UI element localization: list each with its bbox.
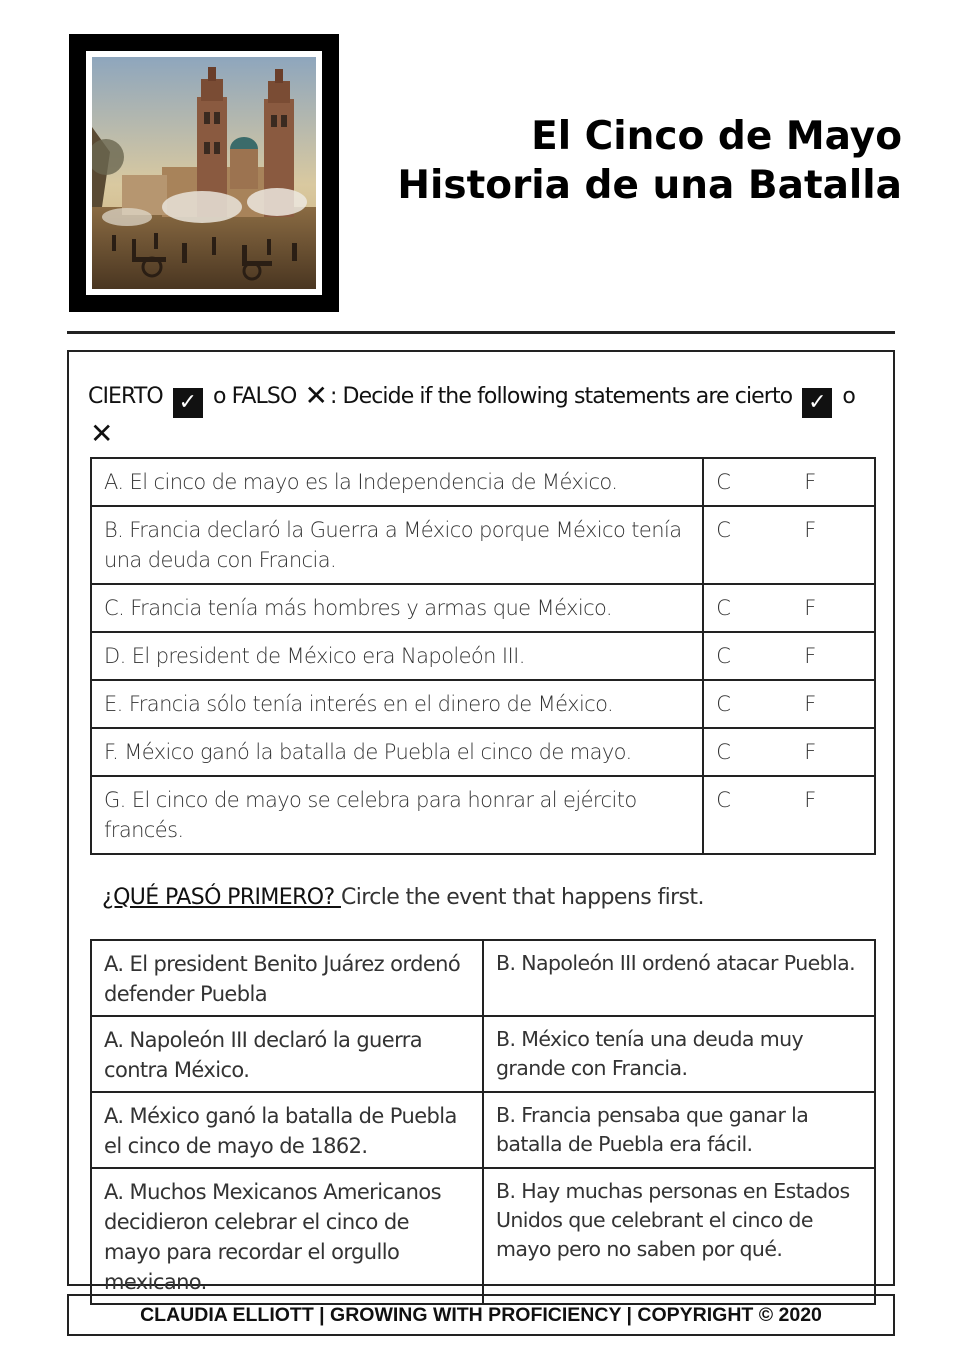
checkmark-icon: ✓ <box>173 388 203 418</box>
header-image-mat <box>86 51 322 295</box>
statement-cell: G. El cinco de mayo se celebra para honrar al ejército francés. <box>91 776 703 854</box>
cierto-option[interactable]: C <box>716 692 731 716</box>
answer-cell <box>703 632 875 680</box>
statement-cell: F. México ganó la batalla de Puebla el cinco de mayo. <box>91 728 703 776</box>
cross-icon: ✕ <box>90 417 114 450</box>
battle-painting-icon <box>92 57 316 289</box>
falso-option[interactable]: F <box>804 740 816 764</box>
event-a-option[interactable]: A. Napoleón III declaró la guerra contra México. <box>91 1016 483 1092</box>
table-row <box>91 584 875 632</box>
falso-option[interactable]: F <box>804 470 816 494</box>
table-row <box>91 1016 875 1092</box>
table-row <box>91 680 875 728</box>
falso-option[interactable]: F <box>804 596 816 620</box>
table-row <box>91 776 875 854</box>
header-divider <box>67 331 895 334</box>
cierto-option[interactable]: C <box>716 644 731 668</box>
table-row <box>91 728 875 776</box>
falso-option[interactable]: F <box>804 644 816 668</box>
cierto-option[interactable]: C <box>716 596 731 620</box>
statement-cell: B. Francia declaró la Guerra a México porque México tenía una deuda con Francia. <box>91 506 703 584</box>
event-a-option[interactable]: A. Muchos Mexicanos Americanos decidieron celebrar el cinco de mayo para recordar el orgullo mexicano. <box>91 1168 483 1304</box>
checkmark-icon: ✓ <box>802 388 832 418</box>
page-title <box>397 112 902 210</box>
cierto-option[interactable]: C <box>716 470 731 494</box>
header-image-frame <box>69 34 339 312</box>
instructions-text: : Decide if the following statements are cierto <box>329 384 793 409</box>
true-false-table <box>90 457 876 855</box>
table-row <box>91 458 875 506</box>
cross-icon: ✕ <box>304 379 328 412</box>
event-b-option[interactable]: B. Napoleón III ordenó atacar Puebla. <box>483 940 875 1016</box>
statement-cell: C. Francia tenía más hombres y armas que México. <box>91 584 703 632</box>
statement-cell: A. El cinco de mayo es la Independencia de México. <box>91 458 703 506</box>
event-b-option[interactable]: B. Hay muchas personas en Estados Unidos que celebrant el cinco de mayo pero no saben por qué. <box>483 1168 875 1304</box>
answer-cell <box>703 506 875 584</box>
answer-cell <box>703 776 875 854</box>
table-row <box>91 506 875 584</box>
cierto-option[interactable]: C <box>716 740 731 764</box>
falso-option[interactable]: F <box>804 518 816 542</box>
instructions-suffix: o <box>842 384 855 409</box>
title-line-2: Historia de una Batalla <box>397 163 902 208</box>
cierto-label: CIERTO <box>88 384 163 409</box>
falso-option[interactable]: F <box>804 788 816 812</box>
table-row <box>91 632 875 680</box>
event-a-option[interactable]: A. México ganó la batalla de Puebla el cinco de mayo de 1862. <box>91 1092 483 1168</box>
falso-label: o FALSO <box>212 384 297 409</box>
answer-cell <box>703 728 875 776</box>
falso-option[interactable]: F <box>804 692 816 716</box>
answer-cell <box>703 458 875 506</box>
order-instruction: Circle the event that happens first. <box>340 885 704 910</box>
table-row <box>91 1168 875 1304</box>
true-false-instructions <box>88 380 888 451</box>
event-b-option[interactable]: B. Francia pensaba que ganar la batalla de Puebla era fácil. <box>483 1092 875 1168</box>
copyright-footer: CLAUDIA ELLIOTT | GROWING WITH PROFICIENCY | COPYRIGHT © 2020 <box>67 1294 895 1336</box>
order-table <box>90 939 876 1305</box>
event-a-option[interactable]: A. El president Benito Juárez ordenó defender Puebla <box>91 940 483 1016</box>
table-row <box>91 940 875 1016</box>
cierto-option[interactable]: C <box>716 788 731 812</box>
answer-cell <box>703 584 875 632</box>
order-title: ¿QUÉ PASÓ PRIMERO? <box>102 885 341 910</box>
order-section-heading <box>102 882 704 914</box>
table-row <box>91 1092 875 1168</box>
cierto-option[interactable]: C <box>716 518 731 542</box>
title-line-1: El Cinco de Mayo <box>531 114 902 159</box>
statement-cell: D. El president de México era Napoleón III. <box>91 632 703 680</box>
answer-cell <box>703 680 875 728</box>
statement-cell: E. Francia sólo tenía interés en el dinero de México. <box>91 680 703 728</box>
event-b-option[interactable]: B. México tenía una deuda muy grande con Francia. <box>483 1016 875 1092</box>
